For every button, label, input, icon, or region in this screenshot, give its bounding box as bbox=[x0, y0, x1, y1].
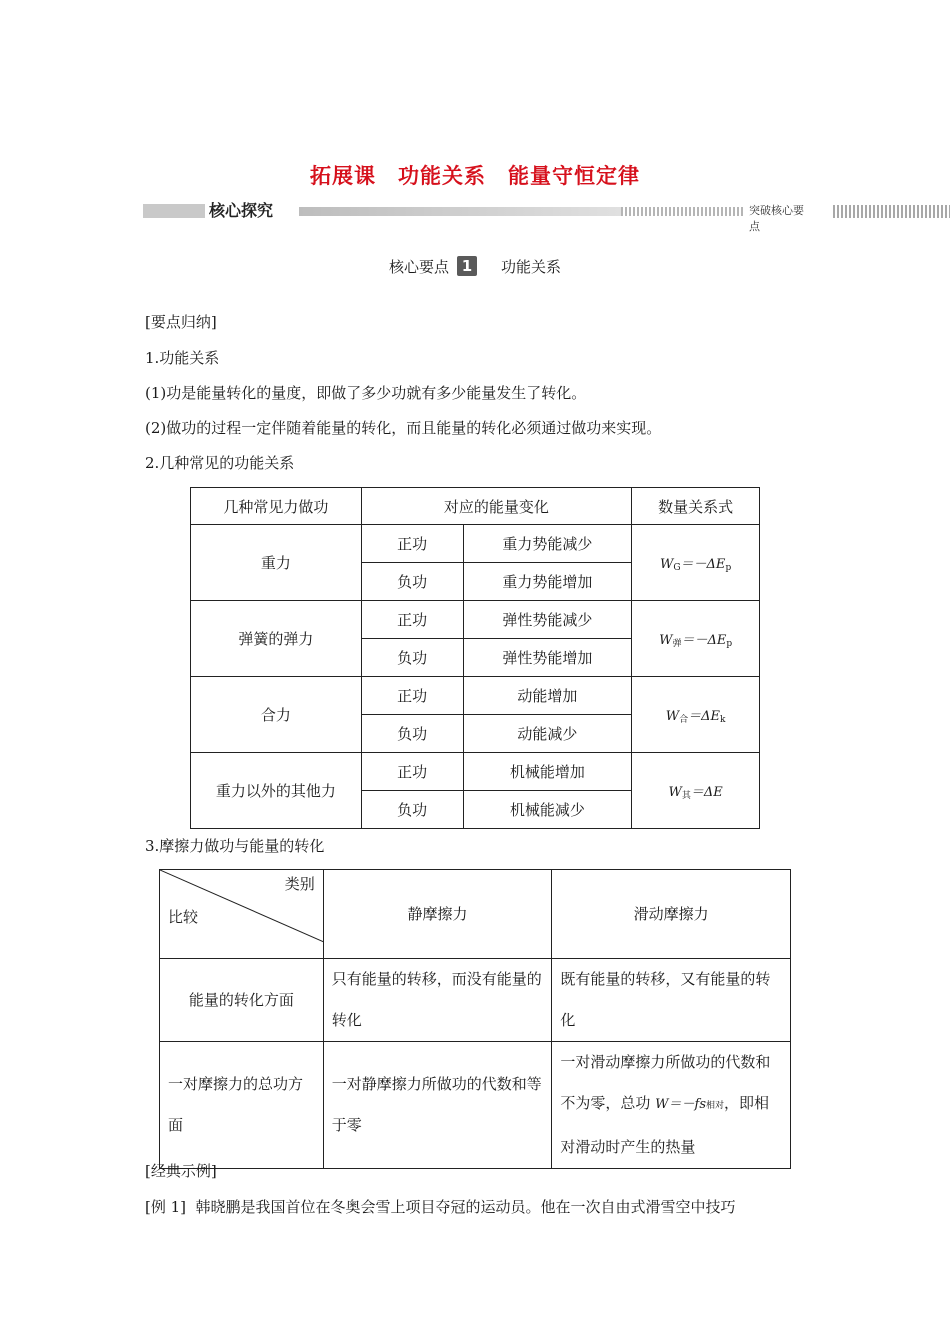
diagonal-corner-cell bbox=[160, 870, 324, 959]
example-text: [例 1] 韩晓鹏是我国首位在冬奥会雪上项目夺冠的运动员。他在一次自由式滑雪空中技巧 bbox=[145, 1198, 736, 1216]
banner-left-bar bbox=[143, 204, 205, 218]
friction-comparison-table bbox=[159, 869, 791, 1169]
page-title: 拓展课 功能关系 能量守恒定律 bbox=[310, 164, 640, 188]
corner-category-label: 类别 bbox=[284, 875, 315, 893]
header-relation: 数量关系式 bbox=[632, 488, 760, 525]
summary-heading: [要点归纳] bbox=[145, 313, 217, 331]
sliding-work-cell: 一对滑动摩擦力所做功的代数和不为零，总功 W＝－fs相对，即相对滑动时产生的热量 bbox=[552, 1042, 791, 1169]
energy-change-cell: 机械能增加 bbox=[463, 753, 632, 791]
corner-compare-label: 比较 bbox=[168, 908, 199, 926]
force-cell: 弹簧的弹力 bbox=[191, 601, 362, 677]
formula-cell: $W_合=\Delta E_k$ bbox=[632, 677, 760, 753]
work-sign-cell: 负功 bbox=[361, 563, 463, 601]
table-row bbox=[191, 525, 760, 563]
key-point-prefix: 核心要点 bbox=[388, 257, 449, 276]
item3-title: 3.摩擦力做功与能量的转化 bbox=[145, 837, 325, 855]
key-point-number-badge: 1 bbox=[457, 256, 477, 276]
work-sign-cell: 正功 bbox=[361, 525, 463, 563]
work-sign-cell: 负功 bbox=[361, 791, 463, 829]
sliding-energy-cell: 既有能量的转移，又有能量的转化 bbox=[552, 959, 791, 1042]
table-row bbox=[191, 753, 760, 791]
example-heading: [经典示例] bbox=[145, 1162, 217, 1180]
energy-change-cell: 动能减少 bbox=[463, 715, 632, 753]
energy-change-cell: 弹性势能减少 bbox=[463, 601, 632, 639]
header-force: 几种常见力做功 bbox=[191, 488, 362, 525]
row-label-total-work: 一对摩擦力的总功方面 bbox=[160, 1042, 324, 1169]
static-work-cell: 一对静摩擦力所做功的代数和等于零 bbox=[323, 1042, 552, 1169]
item2-title: 2.几种常见的功能关系 bbox=[145, 454, 295, 472]
work-sign-cell: 正功 bbox=[361, 601, 463, 639]
energy-change-cell: 重力势能增加 bbox=[463, 563, 632, 601]
header-energy-change: 对应的能量变化 bbox=[361, 488, 632, 525]
banner-middle-bar bbox=[299, 207, 621, 216]
section-banner bbox=[143, 200, 813, 233]
work-sign-cell: 正功 bbox=[361, 677, 463, 715]
work-sign-cell: 负功 bbox=[361, 639, 463, 677]
formula-cell: $W_G=-\Delta E_p$ bbox=[632, 525, 760, 601]
work-energy-table bbox=[190, 487, 760, 829]
item1-paragraph-1: (1)功是能量转化的量度，即做了多少功就有多少能量发生了转化。 bbox=[145, 384, 587, 402]
energy-change-cell: 动能增加 bbox=[463, 677, 632, 715]
energy-change-cell: 机械能减少 bbox=[463, 791, 632, 829]
row-label-energy-conversion: 能量的转化方面 bbox=[160, 959, 324, 1042]
item1-paragraph-2: (2)做功的过程一定伴随着能量的转化，而且能量的转化必须通过做功来实现。 bbox=[145, 419, 662, 437]
table-row bbox=[160, 959, 791, 1042]
table-header-row bbox=[191, 488, 760, 525]
table-row bbox=[191, 601, 760, 639]
banner-stripes-left bbox=[621, 207, 745, 216]
formula-cell: $W_弹=-\Delta E_p$ bbox=[632, 601, 760, 677]
energy-change-cell: 重力势能减少 bbox=[463, 525, 632, 563]
force-cell: 重力以外的其他力 bbox=[191, 753, 362, 829]
table-row bbox=[160, 1042, 791, 1169]
force-cell: 重力 bbox=[191, 525, 362, 601]
table-header-row bbox=[160, 870, 791, 959]
key-point-topic: 功能关系 bbox=[501, 257, 562, 276]
header-static-friction: 静摩擦力 bbox=[323, 870, 552, 959]
banner-right-label: 突破核心要点 bbox=[749, 204, 804, 233]
banner-stripes-right bbox=[833, 205, 950, 218]
energy-change-cell: 弹性势能增加 bbox=[463, 639, 632, 677]
force-cell: 合力 bbox=[191, 677, 362, 753]
table-row bbox=[191, 677, 760, 715]
formula-cell: $W_其=\Delta E$ bbox=[632, 753, 760, 829]
header-sliding-friction: 滑动摩擦力 bbox=[552, 870, 791, 959]
static-energy-cell: 只有能量的转移，而没有能量的转化 bbox=[323, 959, 552, 1042]
key-point-heading bbox=[0, 254, 950, 278]
work-sign-cell: 正功 bbox=[361, 753, 463, 791]
item1-title: 1.功能关系 bbox=[145, 349, 220, 367]
banner-label: 核心探究 bbox=[209, 201, 274, 220]
work-sign-cell: 负功 bbox=[361, 715, 463, 753]
